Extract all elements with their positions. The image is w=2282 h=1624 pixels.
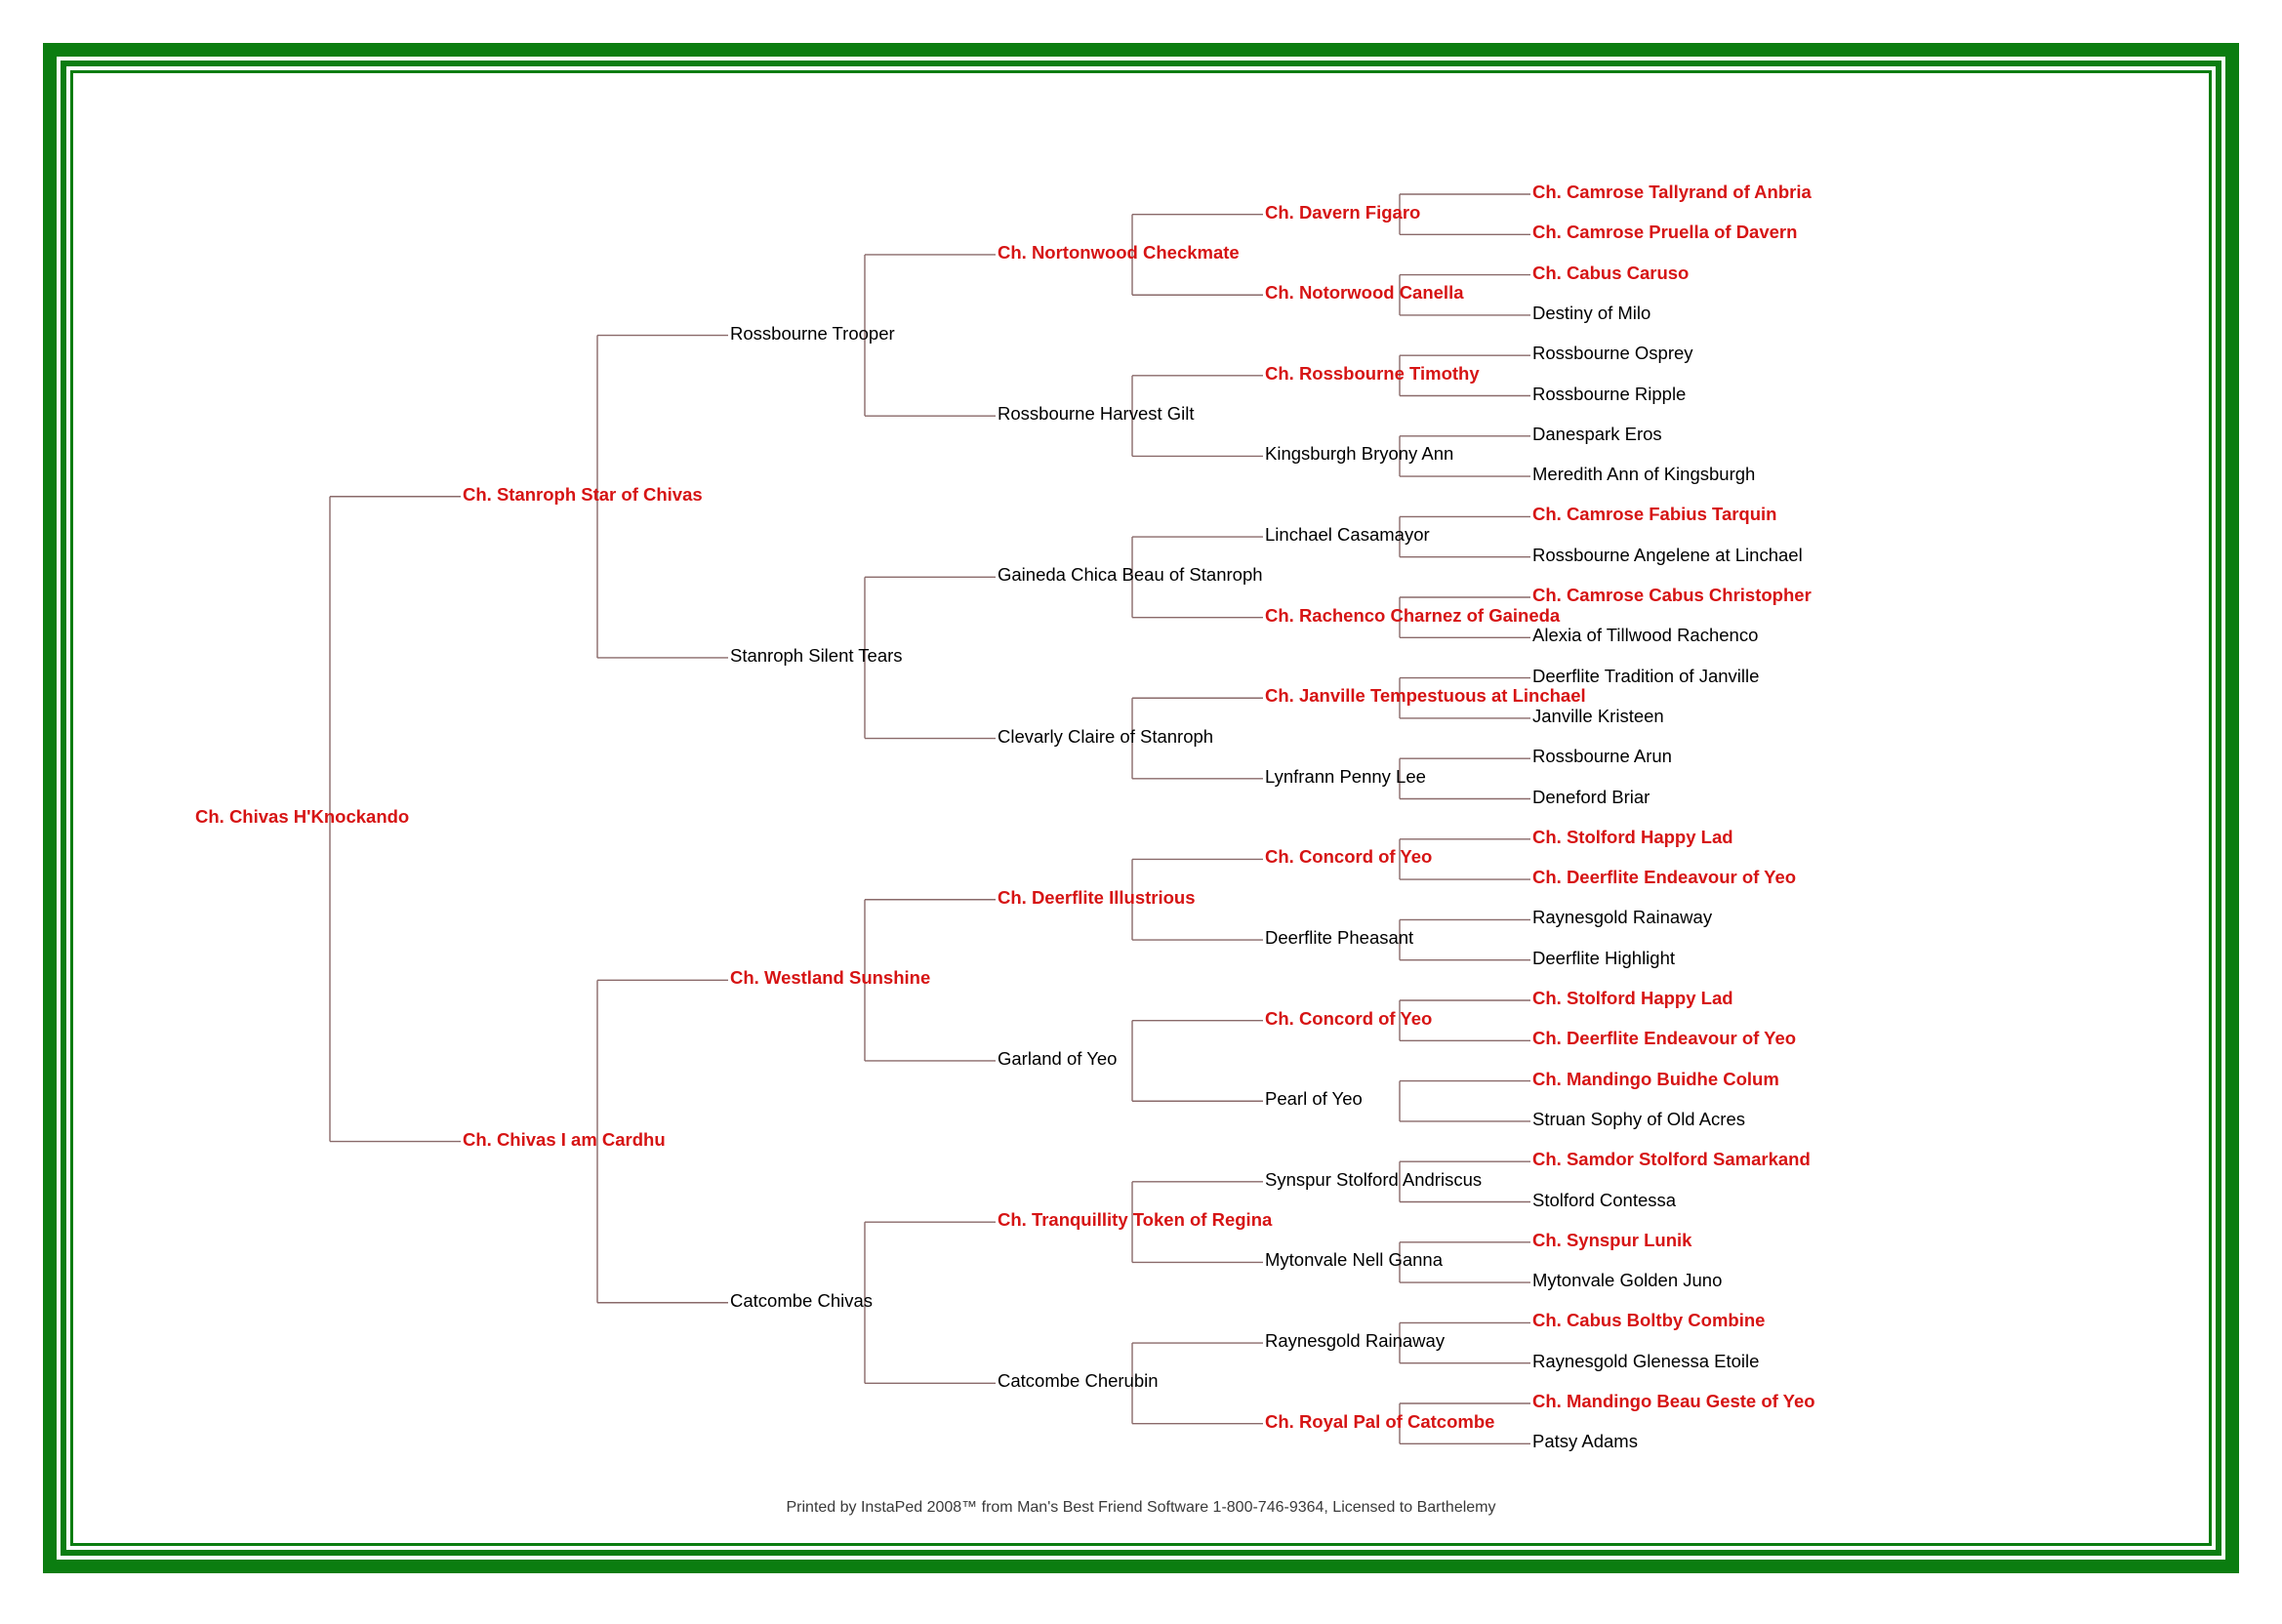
dog-name-gen3: Ch. Deerflite Illustrious xyxy=(998,886,1196,908)
dog-name-gen5: Patsy Adams xyxy=(1532,1431,1638,1452)
dog-name-gen5: Destiny of Milo xyxy=(1532,302,1651,323)
dog-name-gen5: Ch. Camrose Pruella of Davern xyxy=(1532,222,1798,243)
dog-name-gen5: Raynesgold Rainaway xyxy=(1532,907,1713,928)
dog-name-gen4: Synspur Stolford Andriscus xyxy=(1265,1168,1483,1190)
dog-name-gen4: Ch. Janville Tempestuous at Linchael xyxy=(1265,685,1586,707)
dog-name-gen4: Lynfrann Penny Lee xyxy=(1265,765,1426,787)
dog-name-gen4: Kingsburgh Bryony Ann xyxy=(1265,443,1454,465)
dog-name-gen5: Deerflite Tradition of Janville xyxy=(1532,665,1760,686)
dog-name-gen3: Ch. Tranquillity Token of Regina xyxy=(998,1209,1273,1231)
dog-name-gen2: Catcombe Chivas xyxy=(730,1289,874,1311)
dog-name-gen4: Pearl of Yeo xyxy=(1265,1088,1363,1110)
dog-name-gen5: Rossbourne Angelene at Linchael xyxy=(1532,544,1803,565)
dog-name-gen5: Raynesgold Glenessa Etoile xyxy=(1532,1350,1760,1371)
dog-name-gen4: Ch. Concord of Yeo xyxy=(1265,846,1433,868)
dog-name-gen5: Janville Kristeen xyxy=(1532,705,1664,726)
dog-name-gen2: Stanroph Silent Tears xyxy=(730,644,903,666)
dog-name-gen4: Raynesgold Rainaway xyxy=(1265,1330,1446,1352)
dog-name-gen5: Ch. Mandingo Beau Geste of Yeo xyxy=(1532,1391,1815,1411)
dog-name-gen5: Ch. Samdor Stolford Samarkand xyxy=(1532,1149,1811,1170)
dog-name-gen5: Rossbourne Osprey xyxy=(1532,343,1693,364)
dog-name-gen4: Ch. Davern Figaro xyxy=(1265,201,1421,223)
dog-name-gen5: Deerflite Highlight xyxy=(1532,947,1676,968)
dog-name-gen5: Ch. Cabus Boltby Combine xyxy=(1532,1310,1766,1331)
dog-name-gen3: Catcombe Cherubin xyxy=(998,1370,1159,1392)
dog-name-gen2: Ch. Westland Sunshine xyxy=(730,967,931,989)
dog-name-gen2: Rossbourne Trooper xyxy=(730,322,895,344)
dog-name-gen3: Garland of Yeo xyxy=(998,1047,1118,1069)
dog-name-gen4: Ch. Rachenco Charnez of Gaineda xyxy=(1265,604,1561,626)
dog-name-gen4: Ch. Royal Pal of Catcombe xyxy=(1265,1410,1495,1432)
dog-name-gen5: Ch. Stolford Happy Lad xyxy=(1532,988,1733,1008)
dog-name-gen5: Ch. Cabus Caruso xyxy=(1532,262,1690,283)
dog-name-gen0: Ch. Chivas H'Knockando xyxy=(195,806,410,828)
dog-name-gen3: Clevarly Claire of Stanroph xyxy=(998,725,1214,747)
dog-name-gen5: Ch. Deerflite Endeavour of Yeo xyxy=(1532,1028,1797,1049)
dog-name-gen4: Ch. Rossbourne Timothy xyxy=(1265,362,1480,384)
dog-name-gen5: Struan Sophy of Old Acres xyxy=(1532,1108,1746,1129)
dog-name-gen3: Ch. Nortonwood Checkmate xyxy=(998,241,1240,263)
dog-name-gen5: Ch. Camrose Fabius Tarquin xyxy=(1532,504,1777,525)
dog-name-gen1: Ch. Chivas I am Cardhu xyxy=(463,1128,666,1150)
dog-name-gen5: Meredith Ann of Kingsburgh xyxy=(1532,464,1756,485)
dog-name-gen5: Deneford Briar xyxy=(1532,786,1650,807)
dog-name-gen5: Stolford Contessa xyxy=(1532,1189,1677,1210)
dog-name-gen5: Rossbourne Ripple xyxy=(1532,383,1687,404)
dog-name-gen5: Rossbourne Arun xyxy=(1532,746,1672,767)
dog-name-gen5: Ch. Mandingo Buidhe Colum xyxy=(1532,1068,1779,1089)
dog-name-gen5: Alexia of Tillwood Rachenco xyxy=(1532,625,1759,646)
dog-name-gen4: Ch. Notorwood Canella xyxy=(1265,282,1464,304)
dog-name-gen5: Ch. Deerflite Endeavour of Yeo xyxy=(1532,867,1797,888)
dog-name-gen5: Ch. Camrose Tallyrand of Anbria xyxy=(1532,182,1812,202)
dog-name-gen5: Ch. Camrose Cabus Christopher xyxy=(1532,585,1812,605)
dog-name-gen4: Mytonvale Nell Ganna xyxy=(1265,1249,1444,1271)
dog-name-gen3: Gaineda Chica Beau of Stanroph xyxy=(998,564,1263,586)
dog-name-gen3: Rossbourne Harvest Gilt xyxy=(998,403,1195,425)
dog-name-gen1: Ch. Stanroph Star of Chivas xyxy=(463,483,703,505)
dog-name-gen4: Deerflite Pheasant xyxy=(1265,927,1414,949)
dog-name-gen5: Ch. Stolford Happy Lad xyxy=(1532,826,1733,847)
dog-name-gen4: Linchael Casamayor xyxy=(1265,524,1430,546)
dog-name-gen5: Mytonvale Golden Juno xyxy=(1532,1270,1723,1291)
printed-by-footer: Printed by InstaPed 2008™ from Man's Best Friend Software 1-800-746-9364, Licensed to Barthelemy xyxy=(786,1499,1496,1516)
dog-name-gen5: Ch. Synspur Lunik xyxy=(1532,1229,1692,1250)
dog-name-gen5: Danespark Eros xyxy=(1532,423,1662,444)
dog-name-gen4: Ch. Concord of Yeo xyxy=(1265,1007,1433,1029)
